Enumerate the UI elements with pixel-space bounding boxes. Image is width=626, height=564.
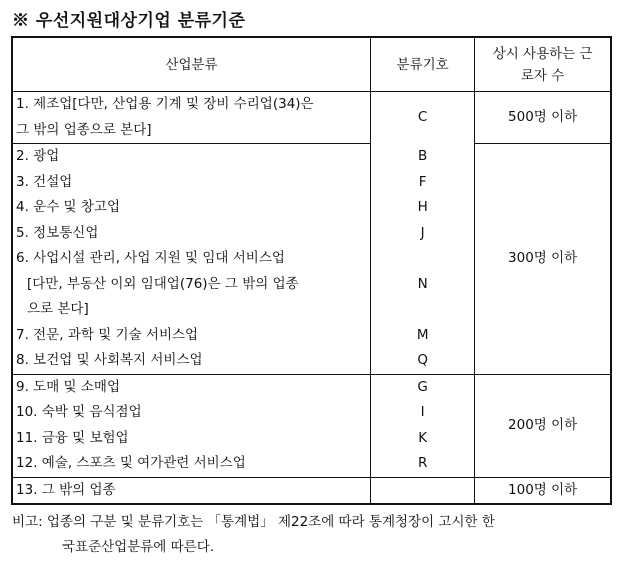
code-cell [371, 246, 475, 272]
code-cell: J [371, 221, 475, 247]
workers-cell: 300명 이하 [475, 144, 611, 375]
code-cell: B [371, 144, 475, 170]
table-body [12, 92, 611, 505]
code-cell: R [371, 451, 475, 477]
category-cell: 8. 보건업 및 사회복지 서비스업 [12, 348, 371, 374]
code-cell [371, 297, 475, 323]
code-cell: H [371, 195, 475, 221]
category-cell: 2. 광업 [16, 148, 60, 164]
table-row [12, 374, 611, 400]
category-cell: 그 밖의 업종으로 본다] [12, 118, 371, 144]
footnote [12, 510, 618, 560]
page-title: ※ 우선지원대상기업 분류기준 [12, 11, 246, 31]
header-workers-label: 상시 사용하는 근로자 수 [492, 45, 593, 84]
header-workers [475, 37, 611, 92]
footnote-line-2: 국표준산업분류에 따른다. [62, 539, 215, 555]
category-cell: [다만, 부동산 이외 임대업(76)은 그 밖의 업종 [27, 275, 299, 292]
table-row [12, 477, 611, 504]
category-cell: 7. 전문, 과학 및 기술 서비스업 [16, 326, 199, 343]
category-cell: 9. 도매 및 소매업 [16, 378, 120, 395]
code-cell [371, 477, 475, 504]
category-cell: 1. 제조업[다만, 산업용 기계 및 장비 수리업(34)은 [16, 96, 314, 112]
footnote-line-1: 비고: 업종의 구분 및 분류기호는 「통계법」 제22조에 따라 통계청장이 고시한 한 [12, 514, 495, 530]
category-cell: 3. 건설업 [16, 173, 73, 190]
code-cell: I [371, 400, 475, 426]
code-cell: Q [371, 348, 475, 374]
category-cell: 11. 금융 및 보험업 [16, 429, 129, 446]
category-cell: 10. 숙박 및 음식점업 [16, 404, 142, 420]
code-cell: F [371, 170, 475, 196]
category-cell: 13. 그 밖의 업종 [12, 477, 371, 504]
classification-table [11, 36, 612, 505]
category-cell: 6. 사업시설 관리, 사업 지원 및 임대 서비스업 [16, 250, 285, 266]
header-code: 분류기호 [371, 37, 475, 92]
code-cell: M [371, 323, 475, 349]
header-category: 산업분류 [12, 37, 371, 92]
code-cell: G [371, 374, 475, 400]
code-cell: N [371, 272, 475, 298]
workers-cell: 200명 이하 [475, 374, 611, 477]
category-cell: 12. 예술, 스포츠 및 여가관련 서비스업 [12, 451, 371, 477]
code-cell: C [371, 92, 475, 144]
table-header-row [12, 37, 611, 92]
category-cell: 4. 운수 및 창고업 [16, 199, 120, 215]
code-cell: K [371, 426, 475, 452]
workers-cell: 500명 이하 [475, 92, 611, 144]
table-row [12, 92, 611, 118]
category-cell: 으로 본다] [27, 301, 89, 317]
table-row [12, 144, 611, 170]
category-cell: 5. 정보통신업 [16, 224, 99, 241]
workers-cell: 100명 이하 [475, 477, 611, 504]
